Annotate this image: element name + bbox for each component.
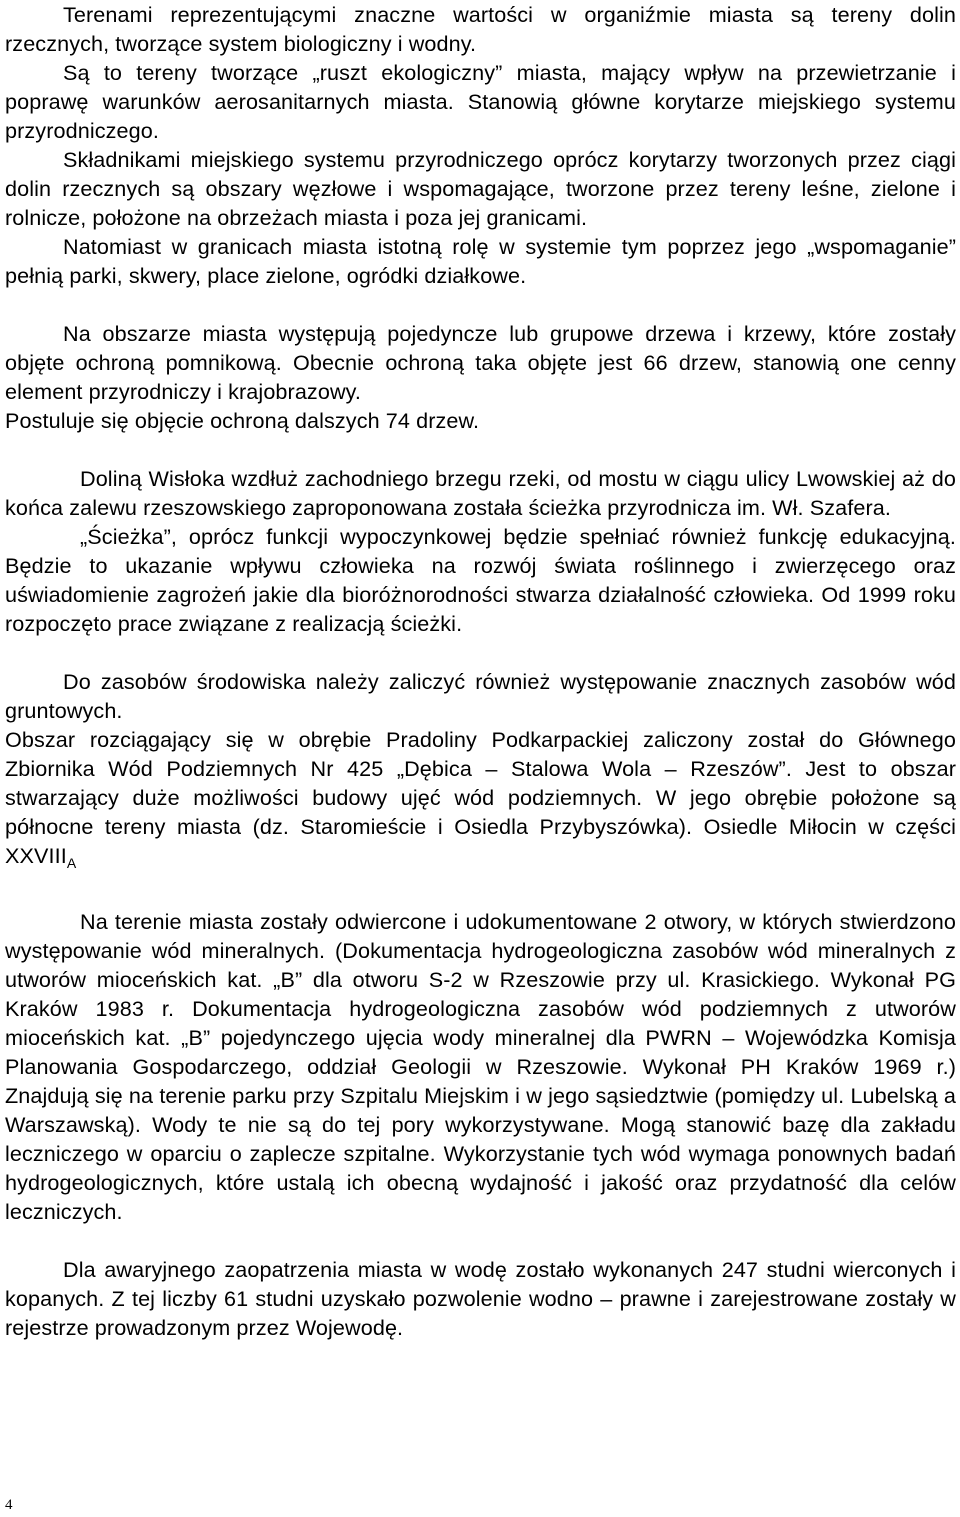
paragraph-reservoir <box>5 725 956 878</box>
spacer <box>5 290 956 319</box>
document-body <box>5 0 956 1342</box>
paragraph-parks: Natomiast w granicach miasta istotną rolę w systemie tym poprzez jego „wspomaganie” pełnią parki, skwery, place zielone, ogródki działkowe. <box>5 234 956 288</box>
paragraph-nature-path: Doliną Wisłoka wzdłuż zachodniego brzegu rzeki, od mostu w ciągu ulicy Lwowskiej aż do końca zalewu rzeszowskiego zaproponowana została ścieżka przyrodnicza im. Wł. Szafera. <box>5 466 956 520</box>
paragraph-protected-trees: Na obszarze miasta występują pojedyncze lub grupowe drzewa i krzewy, które zostały objęte ochroną pomnikową. Obecnie ochroną taka objęte jest 66 drzew, stanowią one cenny element przyrodniczy i krajobrazowy. <box>5 321 956 404</box>
paragraph-postulate: Postuluje się objęcie ochroną dalszych 74 drzew. <box>5 408 480 433</box>
paragraph-path-function: „Ścieżka”, oprócz funkcji wypoczynkowej będzie spełniać również funkcję edukacyjną. Będzie to ukazanie wpływu człowieka na rozwój świata roślinnego i zwierzęcego oraz uświadomienie zagrożeń jakie dla bioróżnorodności stwarza działalność człowieka. Od 1999 roku rozpoczęto prace związane z realizacją ścieżki. <box>5 524 956 636</box>
paragraph-reservoir-text: Obszar rozciągający się w obrębie Pradoliny Podkarpackiej zaliczony został do Głównego Zbiornika Wód Podziemnych Nr 425 „Dębica – Stalowa Wola – Rzeszów”. Jest to obszar stwarzający duże możliwości budowy ujęć wód podziemnych. W jego obrębie położone są północne tereny miasta (dz. Staromieście i Osiedla Przybyszówka). Osiedle Miłocin w części XXVIII <box>5 727 956 868</box>
paragraph-emergency-wells: Dla awaryjnego zaopatrzenia miasta w wodę zostało wykonanych 247 studni wierconych i kopanych. Z tej liczby 61 studni uzyskało pozwolenie wodno – prawne i zarejestrowane zostały w rejestrze prowadzonym przez Wojewodę. <box>5 1257 956 1340</box>
spacer <box>5 878 956 907</box>
page-number: 4 <box>5 1497 13 1513</box>
spacer <box>5 1226 956 1255</box>
paragraph-mineral-waters: Na terenie miasta zostały odwiercone i udokumentowane 2 otwory, w których stwierdzono występowanie wód mineralnych. (Dokumentacja hydrogeologiczna zasobów wód mineralnych z utworów mioceńskich kat. „B” dla otworu S-2 w Rzeszowie przy ul. Krasickiego. Wykonał PG Kraków 1983 r. Dokumentacja hydrogeologiczna zasobów wód podziemnych z utworów mioceńskich kat. „B” pojedynczego ujęcia wody mineralnej dla PWRN – Wojewódzka Komisja Planowania Gospodarczego, oddział Geologii w Rzeszowie. Wykonał PH Kraków 1969 r.) Znajdują się na terenie parku przy Szpitalu Miejskim i w jego sąsiedztwie (pomiędzy ul. Lubelską a Warszawską). Wody te nie są do tej pory wykorzystywane. Mogą stanowić bazę dla zakładu leczniczego w oparciu o zaplecze szpitalne. Wykorzystanie tych wód wymaga ponownych badań hydrogeologicznych, które ustalą ich obecną wydajność i jakość oraz przydatność dla celów leczniczych. <box>5 909 956 1224</box>
spacer <box>5 435 956 464</box>
paragraph-groundwater: Do zasobów środowiska należy zaliczyć również występowanie znacznych zasobów wód gruntowych. <box>5 669 956 723</box>
paragraph-ecological-grid: Są to tereny tworzące „ruszt ekologiczny” miasta, mający wpływ na przewietrzanie i poprawę warunków aerosanitarnych miasta. Stanowią główne korytarze miejskiego systemu przyrodniczego. <box>5 60 956 143</box>
paragraph-river-valleys: Terenami reprezentującymi znaczne wartości w organiźmie miasta są tereny dolin rzecznych, tworzące system biologiczny i wodny. <box>5 2 956 56</box>
spacer <box>5 638 956 667</box>
paragraph-system-components: Składnikami miejskiego systemu przyrodniczego oprócz korytarzy tworzonych przez ciągi dolin rzecznych są obszary węzłowe i wspomagające, tworzone przez tereny leśne, zielone i rolnicze, położone na obrzeżach miasta i poza jej granicami. <box>5 147 956 230</box>
subscript-a: A <box>66 855 77 871</box>
